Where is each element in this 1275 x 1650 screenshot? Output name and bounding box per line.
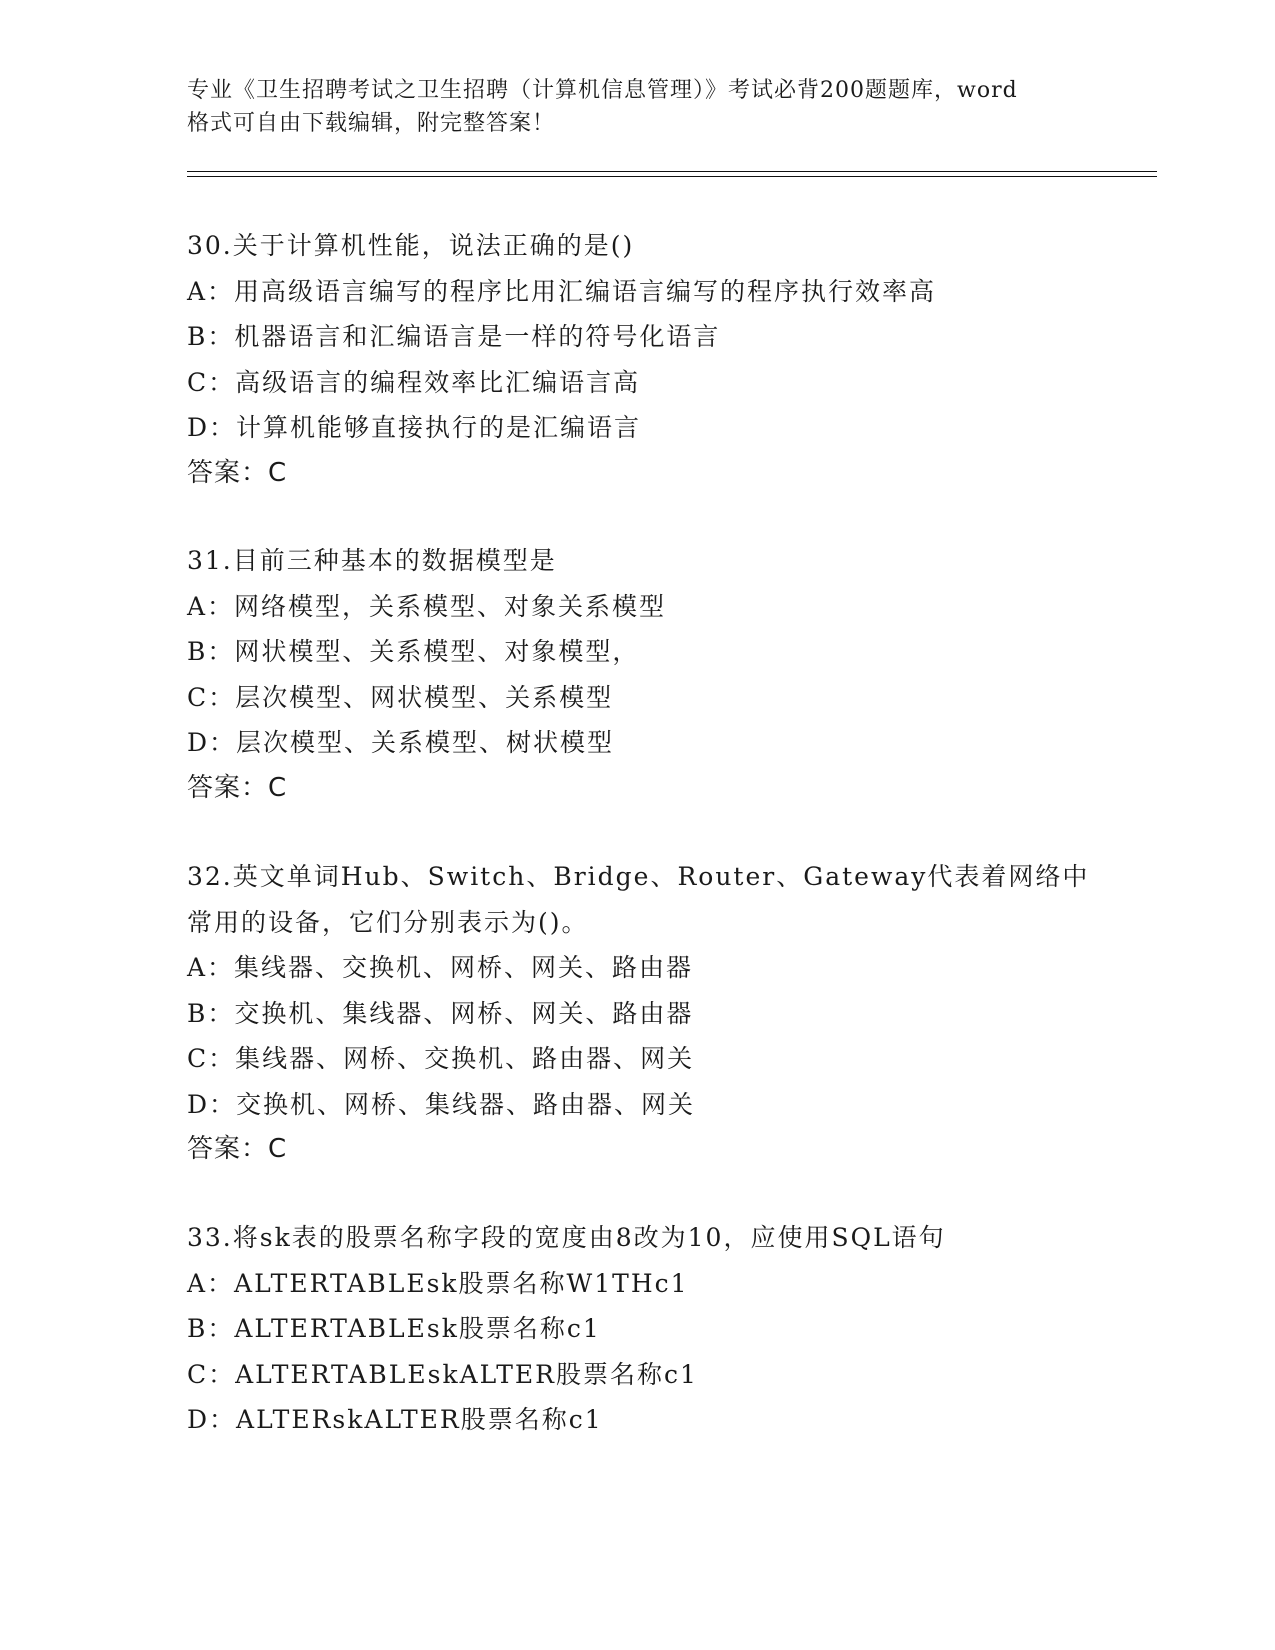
option-c: C：集线器、网桥、交换机、路由器、网关 — [187, 1044, 695, 1073]
question-stem-line-1: 32.英文单词Hub、Switch、Bridge、Router、Gateway代表着网络中 — [187, 862, 1090, 891]
question-stem: 31.目前三种基本的数据模型是 — [187, 546, 557, 575]
question-stem: 33.将sk表的股票名称字段的宽度由8改为10，应使用SQL语句 — [187, 1223, 946, 1252]
option-a: A：ALTERTABLEsk股票名称W1THc1 — [187, 1268, 689, 1298]
question-stem-line-2: 常用的设备，它们分别表示为()。 — [187, 907, 589, 937]
question-32 — [187, 854, 1090, 1173]
option-d: D：ALTERskALTER股票名称c1 — [187, 1405, 603, 1434]
option-d: D：交换机、网桥、集线器、路由器、网关 — [187, 1089, 696, 1119]
header-title-line-2: 格式可自由下载编辑，附完整答案！ — [187, 111, 556, 136]
option-a: A：用高级语言编写的程序比用汇编语言编写的程序执行效率高 — [187, 276, 937, 306]
question-30 — [187, 223, 1087, 496]
header-divider-bottom — [187, 176, 1157, 177]
option-d: D：层次模型、关系模型、树状模型 — [187, 728, 615, 757]
option-b: B：网状模型、关系模型、对象模型， — [187, 637, 640, 666]
answer: 答案：C — [187, 1134, 288, 1164]
option-d: D：计算机能够直接执行的是汇编语言 — [187, 413, 642, 442]
header-divider-top — [187, 171, 1157, 172]
answer: 答案：C — [187, 457, 288, 488]
option-a: A：集线器、交换机、网桥、网关、路由器 — [187, 953, 694, 982]
option-c: C：高级语言的编程效率比汇编语言高 — [187, 367, 641, 397]
option-b: B：ALTERTABLEsk股票名称c1 — [187, 1314, 601, 1343]
header-title-line-1: 专业《卫生招聘考试之卫生招聘（计算机信息管理）》考试必背200题题库，word — [187, 78, 1018, 103]
option-b: B：机器语言和汇编语言是一样的符号化语言 — [187, 322, 721, 351]
question-33 — [187, 1215, 1087, 1443]
question-stem: 30.关于计算机性能，说法正确的是() — [187, 231, 635, 260]
document-header — [187, 74, 1087, 140]
option-b: B：交换机、集线器、网桥、网关、路由器 — [187, 998, 694, 1028]
question-31 — [187, 538, 1087, 811]
option-c: C：层次模型、网状模型、关系模型 — [187, 682, 614, 712]
answer: 答案：C — [187, 772, 288, 803]
option-c: C：ALTERTABLEskALTER股票名称c1 — [187, 1359, 698, 1389]
option-a: A：网络模型，关系模型、对象关系模型 — [187, 591, 667, 621]
